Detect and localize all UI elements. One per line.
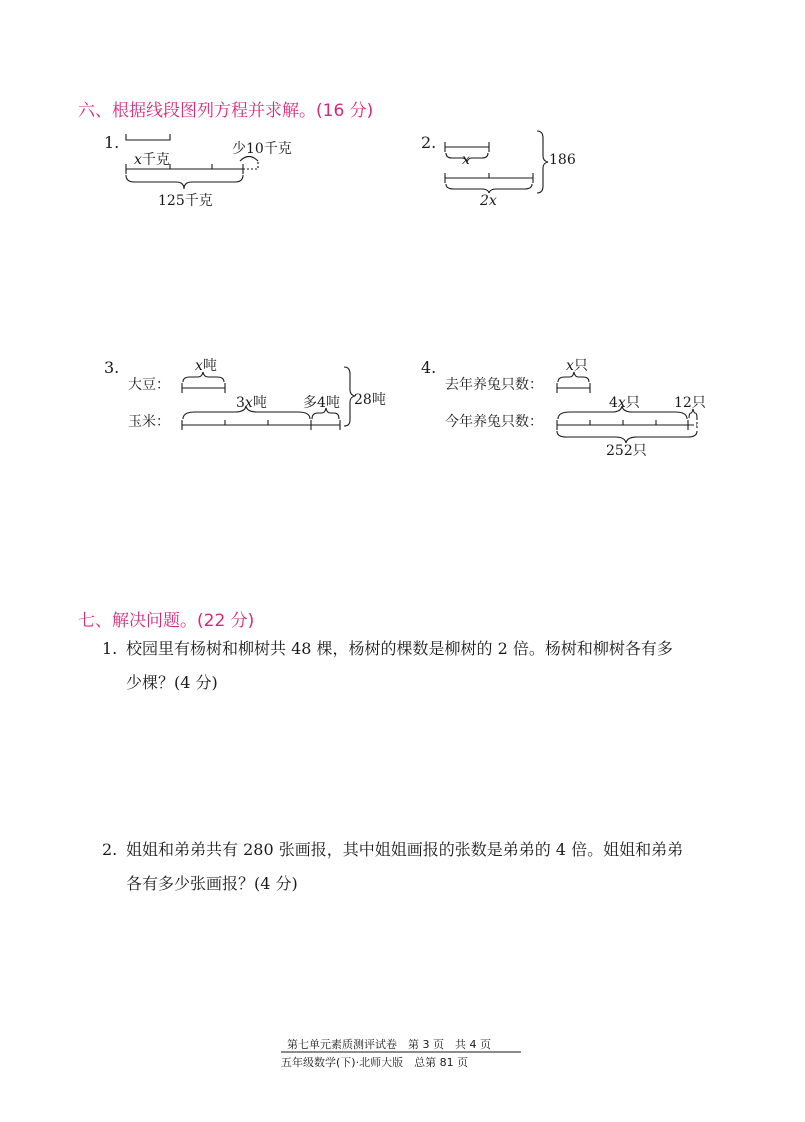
question-2-number: 2. — [102, 840, 118, 859]
footer-book-info: 五年级数学(下)·北师大版 总第 81 页 — [281, 1056, 469, 1069]
problem-4-extra-label: 12只 — [674, 395, 706, 411]
footer-page-info: 第七单元素质测评试卷 第 3 页 共 4 页 — [287, 1038, 491, 1051]
problem-2-number: 2. — [421, 133, 437, 152]
problem-3-part-label: x吨 — [195, 358, 217, 374]
question-1-line2: 少棵？(4 分) — [126, 673, 218, 692]
problem-2-part-label: x — [462, 152, 470, 168]
problem-4-quad-label: 4x只 — [609, 395, 640, 411]
problem-3-more-label: 多4吨 — [303, 395, 340, 411]
problem-2-double-label: 2x — [480, 193, 497, 209]
problem-1-number: 1. — [104, 133, 120, 152]
problem-4-total-label: 252只 — [606, 443, 647, 459]
problem-3-number: 3. — [104, 358, 120, 377]
problem-4-row1-label: 去年养兔只数： — [445, 377, 543, 393]
question-1-line1: 校园里有杨树和柳树共 48 棵，杨树的棵数是柳树的 2 倍。杨树和柳树各有多 — [126, 639, 673, 658]
question-2-line2: 各有多少张画报？(4 分) — [126, 874, 298, 893]
problem-3-row1-label: 大豆： — [128, 377, 170, 393]
section-six-title: 六、根据线段图列方程并求解。(16 分) — [78, 101, 374, 121]
problem-1-part-label: x千克 — [134, 152, 170, 168]
problem-2-total-label: 186 — [549, 152, 576, 168]
problem-3-triple-label: 3x吨 — [236, 395, 267, 411]
problem-4-part-label: x只 — [566, 358, 588, 374]
problem-4-row2-label: 今年养兔只数： — [445, 414, 543, 430]
section-seven-title: 七、解决问题。(22 分) — [78, 611, 255, 631]
problem-4-number: 4. — [421, 358, 437, 377]
problem-3-row2-label: 玉米： — [128, 414, 170, 430]
problem-1-total-label: 125千克 — [158, 193, 213, 209]
problem-3-total-label: 28吨 — [354, 392, 386, 408]
question-2-line1: 姐姐和弟弟共有 280 张画报，其中姐姐画报的张数是弟弟的 4 倍。姐姐和弟弟 — [126, 840, 684, 859]
question-1-number: 1. — [102, 639, 118, 658]
problem-1-less-label: 少10千克 — [232, 141, 292, 157]
